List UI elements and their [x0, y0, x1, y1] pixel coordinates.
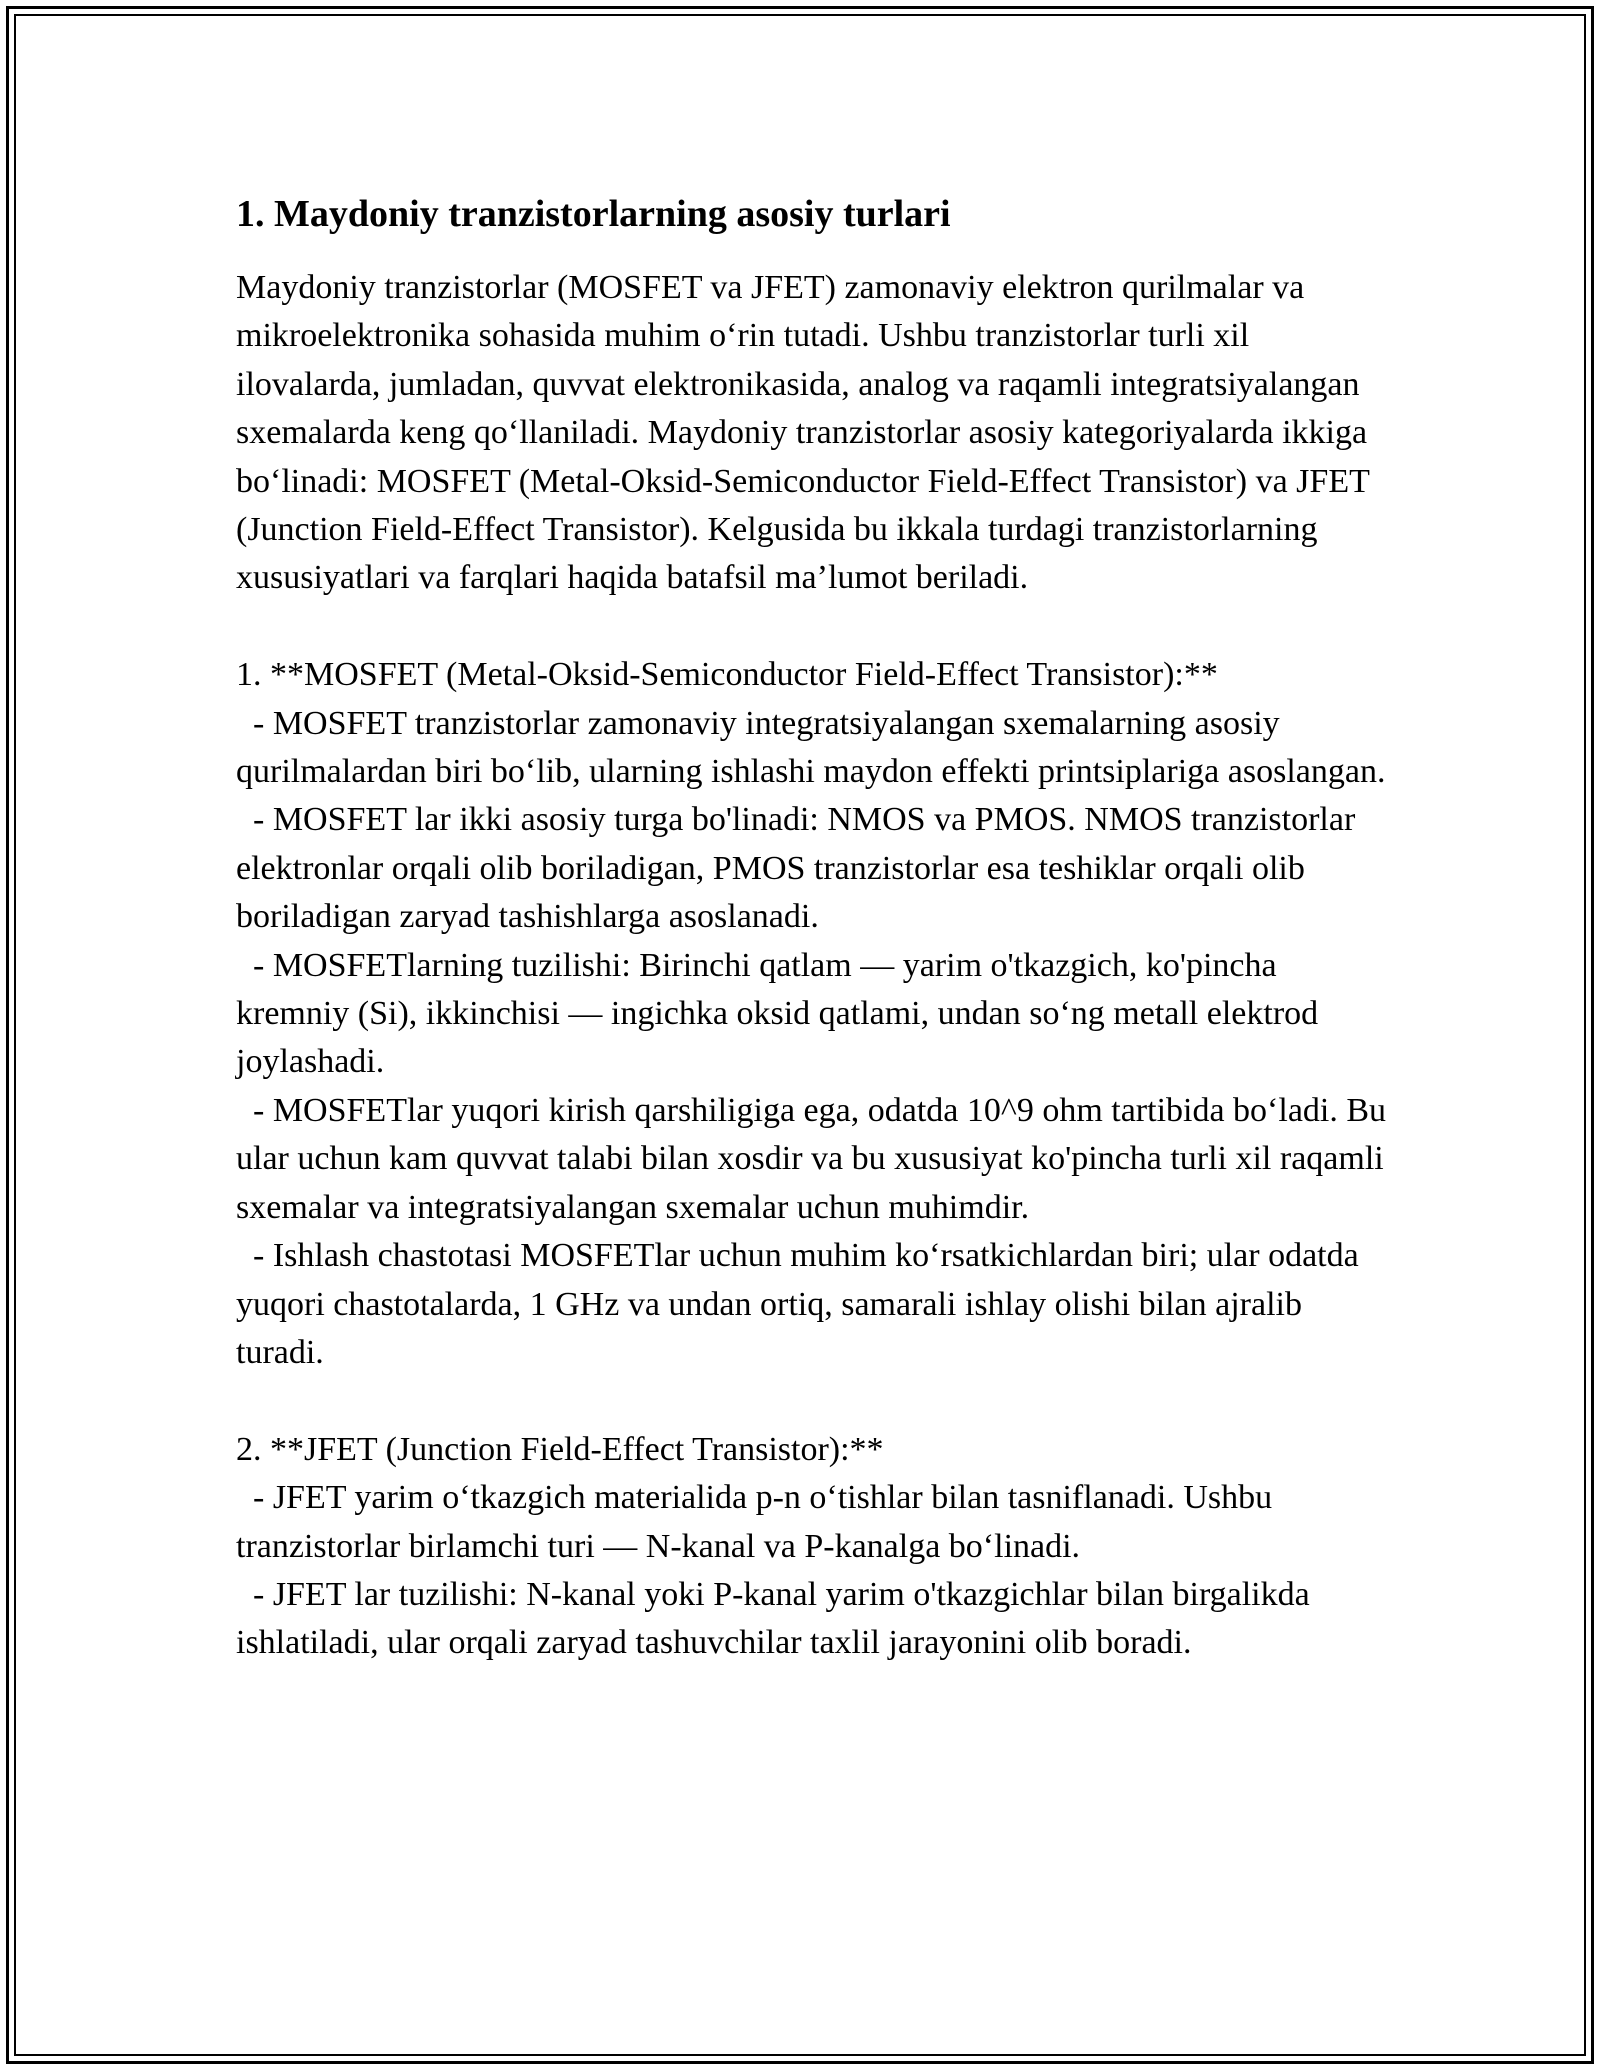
section-jfet	[236, 1426, 1396, 1668]
mosfet-bullet-3: - MOSFETlarning tuzilishi: Birinchi qatlam — yarim o'tkazgich, ko'pincha kremniy (Si), ikkinchisi — ingichka oksid qatlami, undan so‘ng metall elektrod joylashadi.	[236, 946, 1319, 1081]
mosfet-bullet-4: - MOSFETlar yuqori kirish qarshiligiga ega, odatda 10^9 ohm tartibida bo‘ladi. Bu ular uchun kam quvvat talabi bilan xosdir va bu xususiyat ko'pincha turli xil raqamli sxemalar va integratsiyalangan sxemalar uchun muhimdir.	[236, 1091, 1387, 1226]
document-title: 1. Maydoniy tranzistorlarning asosiy turlari	[236, 193, 951, 235]
intro-paragraph: Maydoniy tranzistorlar (MOSFET va JFET) zamonaviy elektron qurilmalar va mikroelektronika sohasida muhim o‘rin tutadi. Ushbu tranzistorlar turli xil ilovalarda, jumladan, quvvat elektronikasida, analog va raqamli integratsiyalangan sxemalarda keng qo‘llaniladi. Maydoniy tranzistorlar asosiy kategoriyalarda ikkiga bo‘linadi: MOSFET (Metal-Oksid-Semiconductor Field-Effect Transistor) va JFET (Junction Field-Effect Transistor). Kelgusida bu ikkala turdagi tranzistorlarning xususiyatlari va farqlari haqida batafsil ma’lumot beriladi.	[236, 269, 1370, 597]
section-heading-jfet: 2. **JFET (Junction Field-Effect Transistor):**	[236, 1430, 884, 1468]
section-spacer	[236, 1377, 1396, 1425]
section-spacer	[236, 603, 1396, 651]
mosfet-bullet-2: - MOSFET lar ikki asosiy turga bo'linadi: NMOS va PMOS. NMOS tranzistorlar elektronlar orqali olib boriladigan, PMOS tranzistorlar esa teshiklar orqali olib boriladigan zaryad tashishlarga asoslanadi.	[236, 801, 1356, 936]
mosfet-bullet-1: - MOSFET tranzistorlar zamonaviy integratsiyalangan sxemalarning asosiy qurilmalardan biri bo‘lib, ularning ishlashi maydon effekti printsiplariga asoslangan.	[236, 704, 1386, 791]
mosfet-bullet-5: - Ishlash chastotasi MOSFETlar uchun muhim ko‘rsatkichlardan biri; ular odatda yuqori chastotalarda, 1 GHz va undan ortiq, samarali ishlay olishi bilan ajralib turadi.	[236, 1237, 1359, 1371]
section-mosfet	[236, 651, 1396, 1377]
jfet-bullet-2: - JFET lar tuzilishi: N-kanal yoki P-kanal yarim o'tkazgichlar bilan birgalikda ishlatiladi, ular orqali zaryad tashuvchilar taxlil jarayonini olib boradi.	[236, 1575, 1310, 1662]
document-body	[236, 186, 1396, 1668]
jfet-bullet-1: - JFET yarim o‘tkazgich materialida p-n o‘tishlar bilan tasniflanadi. Ushbu tranzistorlar birlamchi turi — N-kanal va P-kanalga bo‘linadi.	[236, 1479, 1273, 1565]
section-heading-mosfet: 1. **MOSFET (Metal-Oksid-Semiconductor Field-Effect Transistor):**	[236, 656, 1218, 694]
